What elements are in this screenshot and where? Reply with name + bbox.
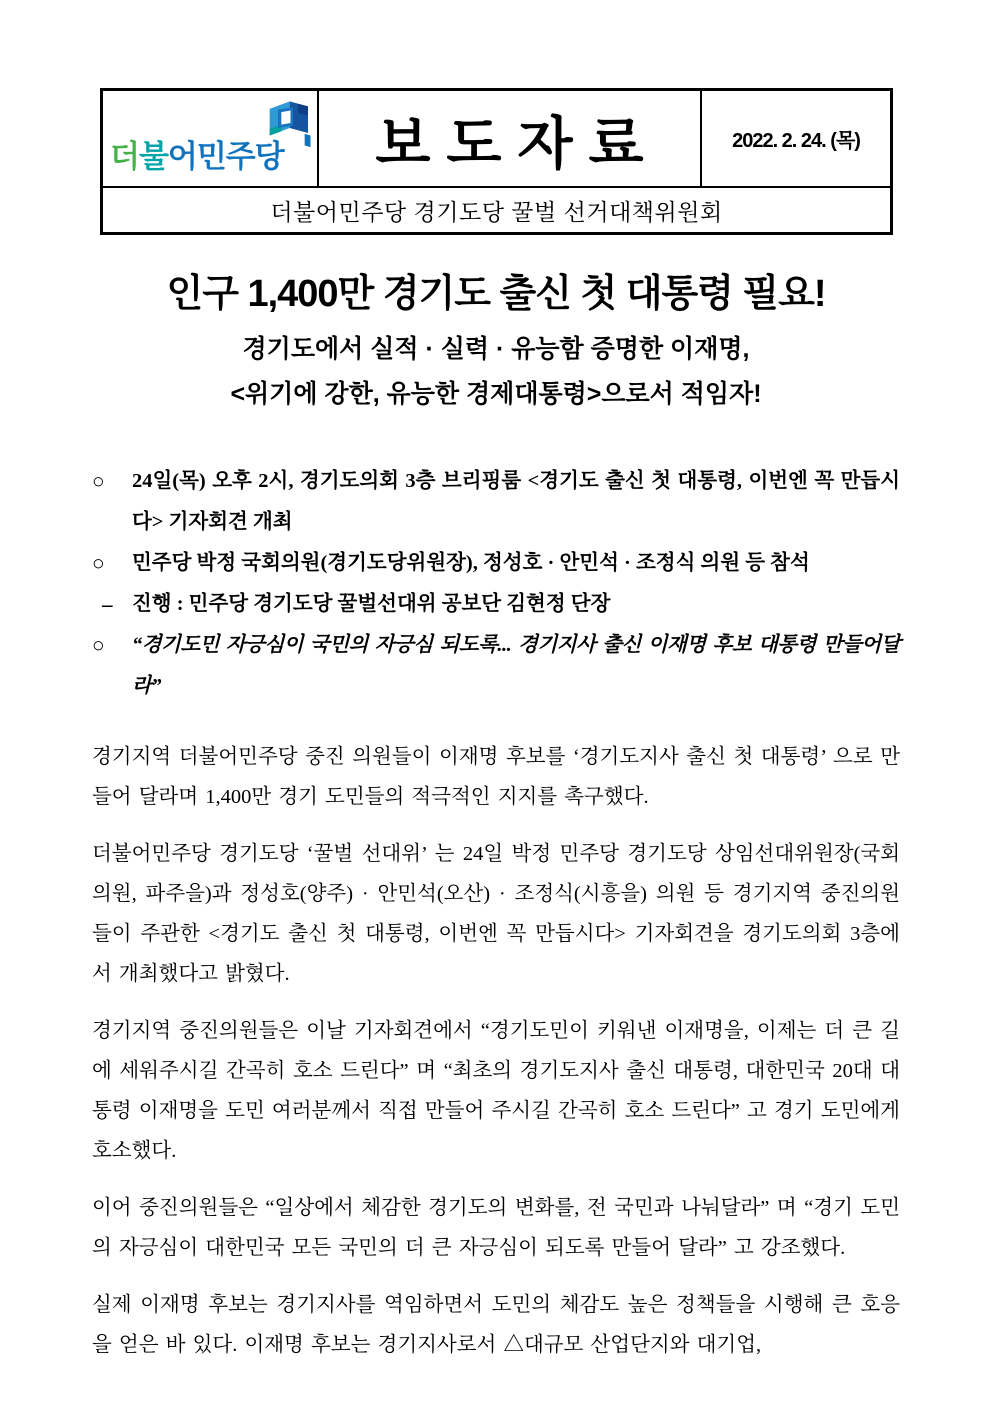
paragraph-2: 더불어민주당 경기도당 ‘꿀벌 선대위’ 는 24일 박정 민주당 경기도당 상임선대위원장(국회의원, 파주을)과 정성호(양주) · 안민석(오산) · 조정식(시흥을) 의원 등 경기지역 중진의원들이 주관한 <경기도 출신 첫 대통령, 이번엔 꼭 만듭시다> 기자회견을 경기도의회 3층에서 개최했다고 밝혔다. bbox=[92, 843, 900, 985]
circle-bullet-icon: ○ bbox=[92, 469, 105, 493]
logo-part-3: 어민주당 bbox=[167, 139, 284, 174]
doc-date: 2022. 2. 24. (목) bbox=[732, 130, 860, 152]
logo-part-2: 불 bbox=[138, 139, 168, 174]
summary-bullet-quote-text: “경기도민 자긍심이 국민의 자긍심 되도록... 경기지사 출신 이재명 후보 대통령 만들어달라” bbox=[132, 634, 900, 697]
doc-type-title: 보도자료 bbox=[319, 91, 702, 186]
circle-bullet-icon: ○ bbox=[92, 633, 105, 657]
circle-bullet-icon: ○ bbox=[92, 551, 105, 575]
header-box bbox=[100, 88, 893, 235]
header-top-row bbox=[103, 91, 890, 188]
dash-bullet-icon: – bbox=[102, 592, 113, 616]
paragraph-1: 경기지역 더불어민주당 중진 의원들이 이재명 후보를 ‘경기도지사 출신 첫 대통령’ 으로 만들어 달라며 1,400만 경기 도민들의 적극적인 지지를 촉구했다. bbox=[92, 746, 900, 808]
paragraph-3: 경기지역 중진의원들은 이날 기자회견에서 “경기도민이 키워낸 이재명을, 이제는 더 큰 길에 세워주시길 간곡히 호소 드린다” 며 “최초의 경기도지사 출신 대통령, 대한민국 20대 대통령 이재명을 도민 여러분께서 직접 만들어 주시길 간곡히 호소 드린다” 고 경기 도민에게 호소했다. bbox=[92, 1020, 900, 1162]
summary-bullet-3 bbox=[92, 625, 900, 707]
summary-section bbox=[92, 461, 900, 707]
paragraph-5: 실제 이재명 후보는 경기지사를 역임하면서 도민의 체감도 높은 정책들을 시행해 큰 호응을 얻은 바 있다. 이재명 후보는 경기지사로서 △대규모 산업단지와 대기업, bbox=[92, 1294, 900, 1356]
summary-bullet-2 bbox=[92, 543, 900, 584]
summary-bullet-text: 24일(목) 오후 2시, 경기도의회 3층 브리핑룸 <경기도 출신 첫 대통령, 이번엔 꼭 만듭시다> 기자회견 개최 bbox=[132, 470, 900, 533]
summary-bullet-1 bbox=[92, 461, 900, 543]
headline-section bbox=[92, 269, 900, 417]
summary-subitem-text: 진행 : 민주당 경기도당 꿀벌선대위 공보단 김현정 단장 bbox=[132, 593, 611, 615]
party-logo bbox=[103, 91, 319, 186]
logo-part-1: 더 bbox=[110, 139, 139, 174]
headline-title: 인구 1,400만 경기도 출신 첫 대통령 필요! bbox=[166, 273, 826, 315]
headline-subtitle-2: <위기에 강한, 유능한 경제대통령>으로서 적임자! bbox=[230, 380, 762, 408]
party-logo-text bbox=[110, 131, 284, 176]
body-section bbox=[92, 737, 900, 1365]
org-line: 더불어민주당 경기도당 꿀벌 선거대책위원회 bbox=[270, 198, 723, 225]
headline-subtitle-1: 경기도에서 실적 · 실력 · 유능함 증명한 이재명, bbox=[242, 335, 750, 363]
paragraph-4: 이어 중진의원들은 “일상에서 체감한 경기도의 변화를, 전 국민과 나눠달라” 며 “경기 도민의 자긍심이 대한민국 모든 국민의 더 큰 자긍심이 되도록 만들어 달라” 고 강조했다. bbox=[92, 1197, 900, 1259]
summary-bullet-text: 민주당 박정 국회의원(경기도당위원장), 정성호 · 안민석 · 조정식 의원 등 참석 bbox=[132, 552, 810, 574]
summary-subitem bbox=[92, 584, 900, 625]
